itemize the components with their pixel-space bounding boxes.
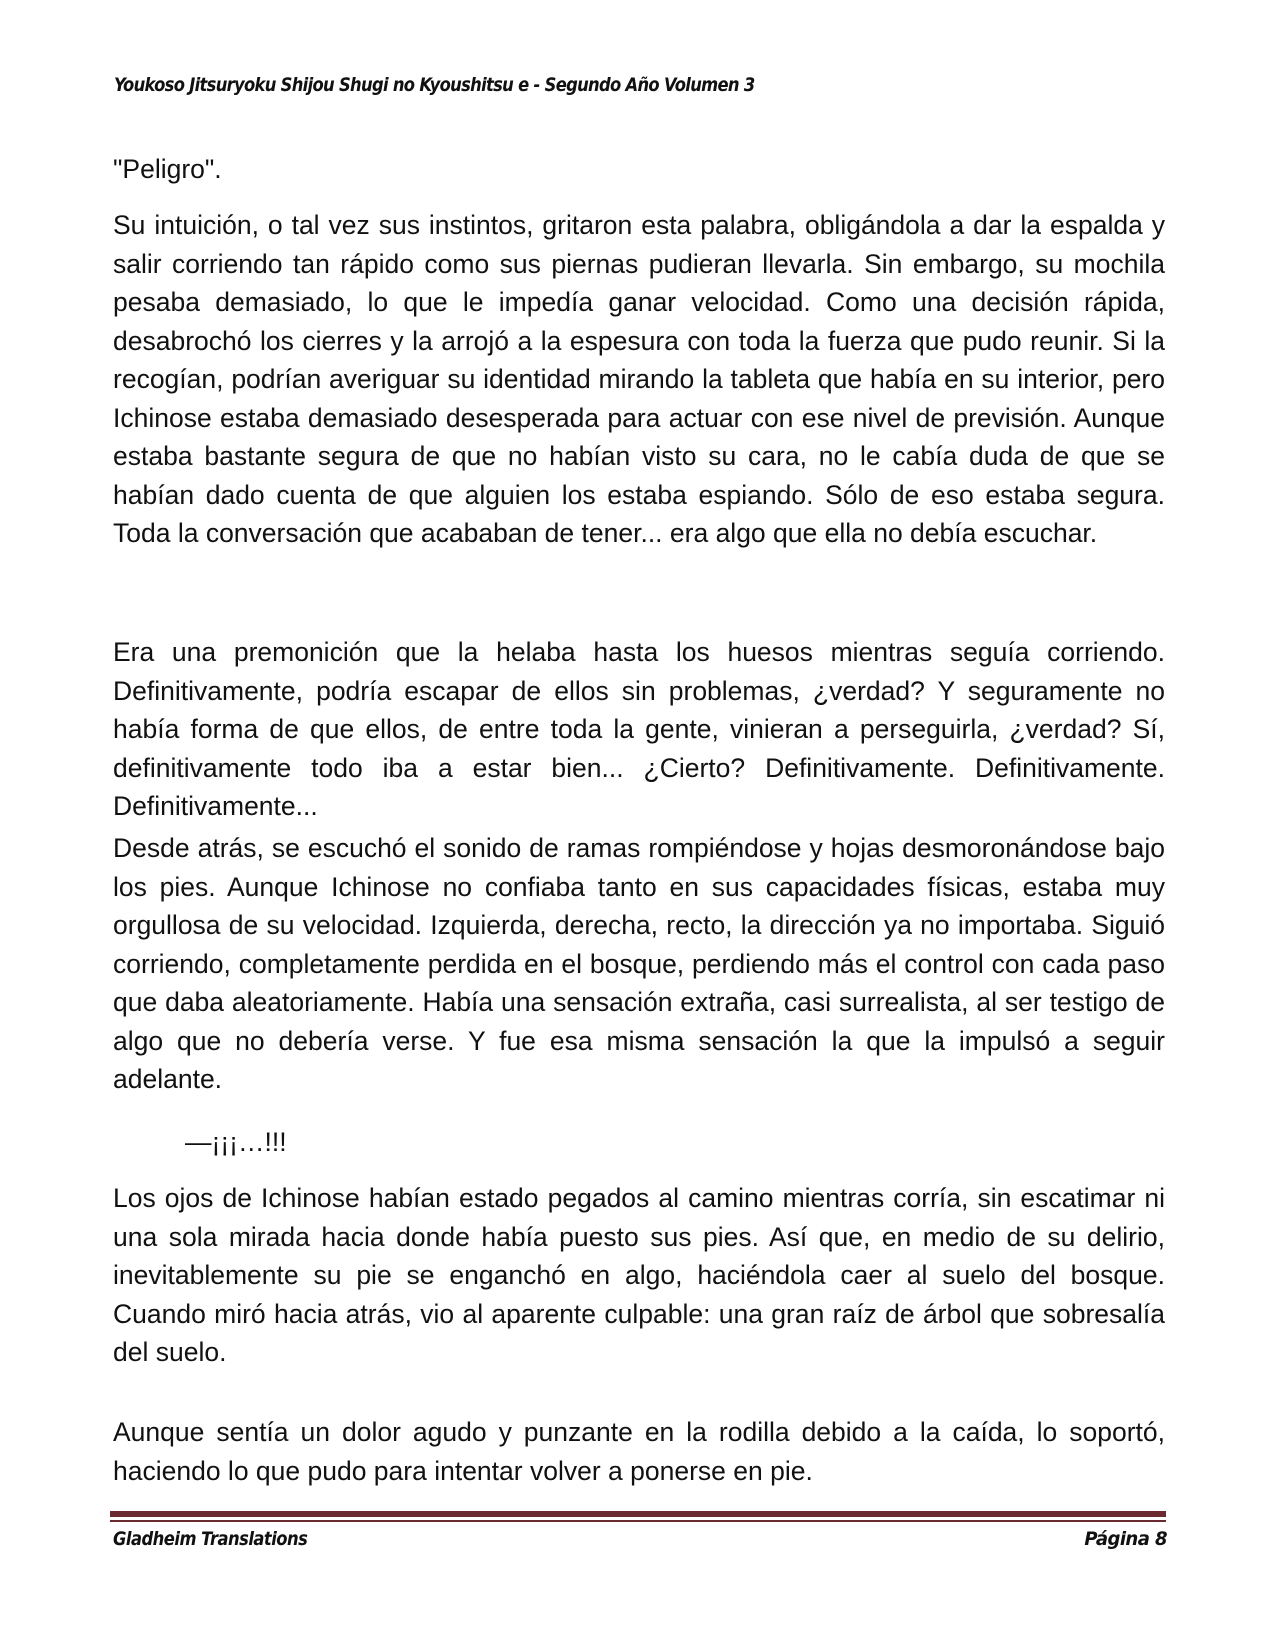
paragraph-dolor: Aunque sentía un dolor agudo y punzante en la rodilla debido a la caída, lo soportó, haciendo lo que pudo para intentar volver a ponerse en pie.	[113, 1417, 1165, 1486]
paragraph-intuicion: Su intuición, o tal vez sus instintos, gritaron esta palabra, obligándola a dar la espalda y salir corriendo tan rápido como sus piernas pudieran llevarla. Sin embargo, su mochila pesaba demasiado, lo que le impedía ganar velocidad. Como una decisión rápida, desabrochó los cierres y la arrojó a la espesura con toda la fuerza que pudo reunir. Si la recogían, podrían averiguar su identidad mirando la tableta que había en su interior, pero Ichinose estaba demasiado desesperada para actuar con ese nivel de previsión. Aunque estaba bastante segura de que no habían visto su cara, no le cabía duda de que se habían dado cuenta de que alguien los estaba espiando. Sólo de eso estaba segura. Toda la conversación que acababan de tener... era algo que ella no debía escuchar.	[113, 210, 1165, 548]
paragraph-desde-atras: Desde atrás, se escuchó el sonido de ramas rompiéndose y hojas desmoronándose bajo los pies. Aunque Ichinose no confiaba tanto en sus capacidades físicas, estaba muy orgullosa de su velocidad. Izquierda, derecha, recto, la dirección ya no importaba. Siguió corriendo, completamente perdida en el bosque, perdiendo más el control con cada paso que daba aleatoriamente. Había una sensación extraña, casi surrealista, al ser testigo de algo que no debería verse. Y fue esa misma sensación la que la impulsó a seguir adelante.	[113, 833, 1165, 1094]
paragraph-premonicion: Era una premonición que la helaba hasta los huesos mientras seguía corriendo. Definitivamente, podría escapar de ellos sin problemas, ¿verdad? Y seguramente no había forma de que ellos, de entre toda la gente, vinieran a perseguirla, ¿verdad? Sí, definitivamente todo iba a estar bien... ¿Cierto? Definitivamente. Definitivamente. Definitivamente...	[113, 637, 1165, 821]
dialogue-exclamation: —¡¡¡…!!!	[185, 1127, 287, 1157]
footer-rule-thick	[110, 1511, 1166, 1517]
paragraph-ojos: Los ojos de Ichinose habían estado pegados al camino mientras corría, sin escatimar ni una sola mirada hacia donde había puesto sus pies. Así que, en medio de su delirio, inevitablemente su pie se enganchó en algo, haciéndola caer al suelo del bosque. Cuando miró hacia atrás, vio al aparente culpable: una gran raíz de árbol que sobresalía del suelo.	[113, 1183, 1165, 1367]
paragraph-peligro: "Peligro".	[113, 154, 222, 184]
footer-publisher: Gladheim Translations	[113, 1528, 308, 1550]
footer-rule-thin	[110, 1520, 1166, 1522]
footer-page-number: Página 8	[1084, 1528, 1167, 1550]
running-header-title: Youkoso Jitsuryoku Shijou Shugi no Kyoushitsu e - Segundo Año Volumen 3	[114, 74, 755, 96]
